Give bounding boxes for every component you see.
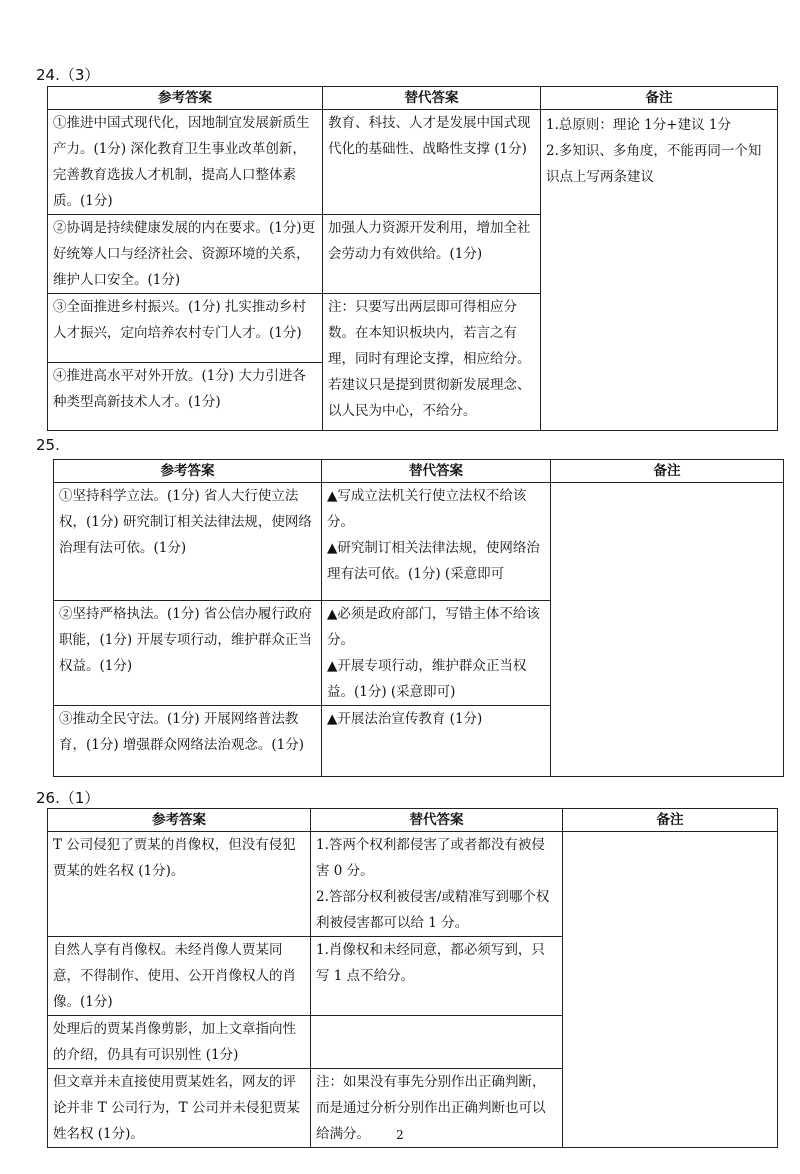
q26-alt-1: 1.答两个权利都侵害了或者都没有被侵害 0 分。 2.答部分权利被侵害/或精准写到哪个权利被侵害都可以给 1 分。 [311, 832, 563, 937]
q26-ref-2: 自然人享有肖像权。未经肖像人贾某同意，不得制作、使用、公开肖像权人的肖像。(1分) [48, 937, 311, 1016]
q24-title: 24.（3） [36, 66, 100, 84]
q26-header-ref: 参考答案 [48, 809, 311, 832]
page-number: 2 [396, 1128, 404, 1142]
q25-title: 25. [36, 436, 60, 454]
q24-alt-2: 加强人力资源开发利用，增加全社会劳动力有效供给。(1分) [323, 215, 541, 294]
q26-ref-4: 但文章并未直接使用贾某姓名，网友的评论并非 T 公司行为，T 公司并未侵犯贾某姓名权 (1分)。 [48, 1069, 311, 1148]
q25-note [551, 483, 784, 777]
q26-title: 26.（1） [36, 789, 100, 807]
q24-header-alt: 替代答案 [323, 87, 541, 110]
q26-header-note: 备注 [563, 809, 778, 832]
q24-ref-4: ④推进高水平对外开放。(1分) 大力引进各种类型高新技术人才。(1分) [48, 363, 323, 431]
q26-ref-1: T 公司侵犯了贾某的肖像权，但没有侵犯贾某的姓名权 (1分)。 [48, 832, 311, 937]
q25-alt-2: ▲必须是政府部门，写错主体不给该分。 ▲开展专项行动，维护群众正当权益。(1分) (采意即可) [322, 601, 551, 706]
q25-header-alt: 替代答案 [322, 460, 551, 483]
q26-note [563, 832, 778, 1148]
q24-header-ref: 参考答案 [48, 87, 323, 110]
q26-header-alt: 替代答案 [311, 809, 563, 832]
q26-alt-2: 1.肖像权和未经同意，都必须写到，只写 1 点不给分。 [311, 937, 563, 1016]
q24-alt-1: 教育、科技、人才是发展中国式现代化的基础性、战略性支撑 (1分) [323, 110, 541, 215]
q26-table [47, 808, 778, 1148]
q25-ref-3: ③推动全民守法。(1分) 开展网络普法教育，(1分) 增强群众网络法治观念。(1分) [54, 706, 322, 777]
q24-ref-2: ②协调是持续健康发展的内在要求。(1分)更好统筹人口与经济社会、资源环境的关系，维护人口安全。(1分) [48, 215, 323, 294]
q25-header-note: 备注 [551, 460, 784, 483]
q25-ref-1: ①坚持科学立法。(1分) 省人大行使立法权，(1分) 研究制订相关法律法规，使网络治理有法可依。(1分) [54, 483, 322, 601]
q24-ref-3: ③全面推进乡村振兴。(1分) 扎实推动乡村人才振兴，定向培养农村专门人才。(1分) [48, 294, 323, 363]
q25-table [53, 459, 784, 777]
q25-header-ref: 参考答案 [54, 460, 322, 483]
q25-alt-1: ▲写成立法机关行使立法权不给该分。 ▲研究制订相关法律法规，使网络治理有法可依。(1分) (采意即可 [322, 483, 551, 601]
q26-alt-3 [311, 1016, 563, 1069]
q24-alt-3: 注：只要写出两层即可得相应分数。在本知识板块内，若言之有理，同时有理论支撑，相应给分。若建议只是提到贯彻新发展理念、以人民为中心，不给分。 [323, 294, 541, 431]
q24-note: 1.总原则：理论 1分+建议 1分 2.多知识、多角度，不能再同一个知识点上写两条建议 [541, 110, 778, 431]
q25-ref-2: ②坚持严格执法。(1分) 省公信办履行政府职能，(1分) 开展专项行动，维护群众正当权益。(1分) [54, 601, 322, 706]
q26-ref-3: 处理后的贾某肖像剪影，加上文章指向性的介绍，仍具有可识别性 (1分) [48, 1016, 311, 1069]
q24-table [47, 86, 778, 431]
q24-ref-1: ①推进中国式现代化，因地制宜发展新质生产力。(1分) 深化教育卫生事业改革创新，完善教育选拔人才机制，提高人口整体素质。(1分) [48, 110, 323, 215]
q25-alt-3: ▲开展法治宣传教育 (1分) [322, 706, 551, 777]
q24-header-note: 备注 [541, 87, 778, 110]
q26-alt-4: 注：如果没有事先分别作出正确判断，而是通过分析分别作出正确判断也可以给满分。 [311, 1069, 563, 1148]
